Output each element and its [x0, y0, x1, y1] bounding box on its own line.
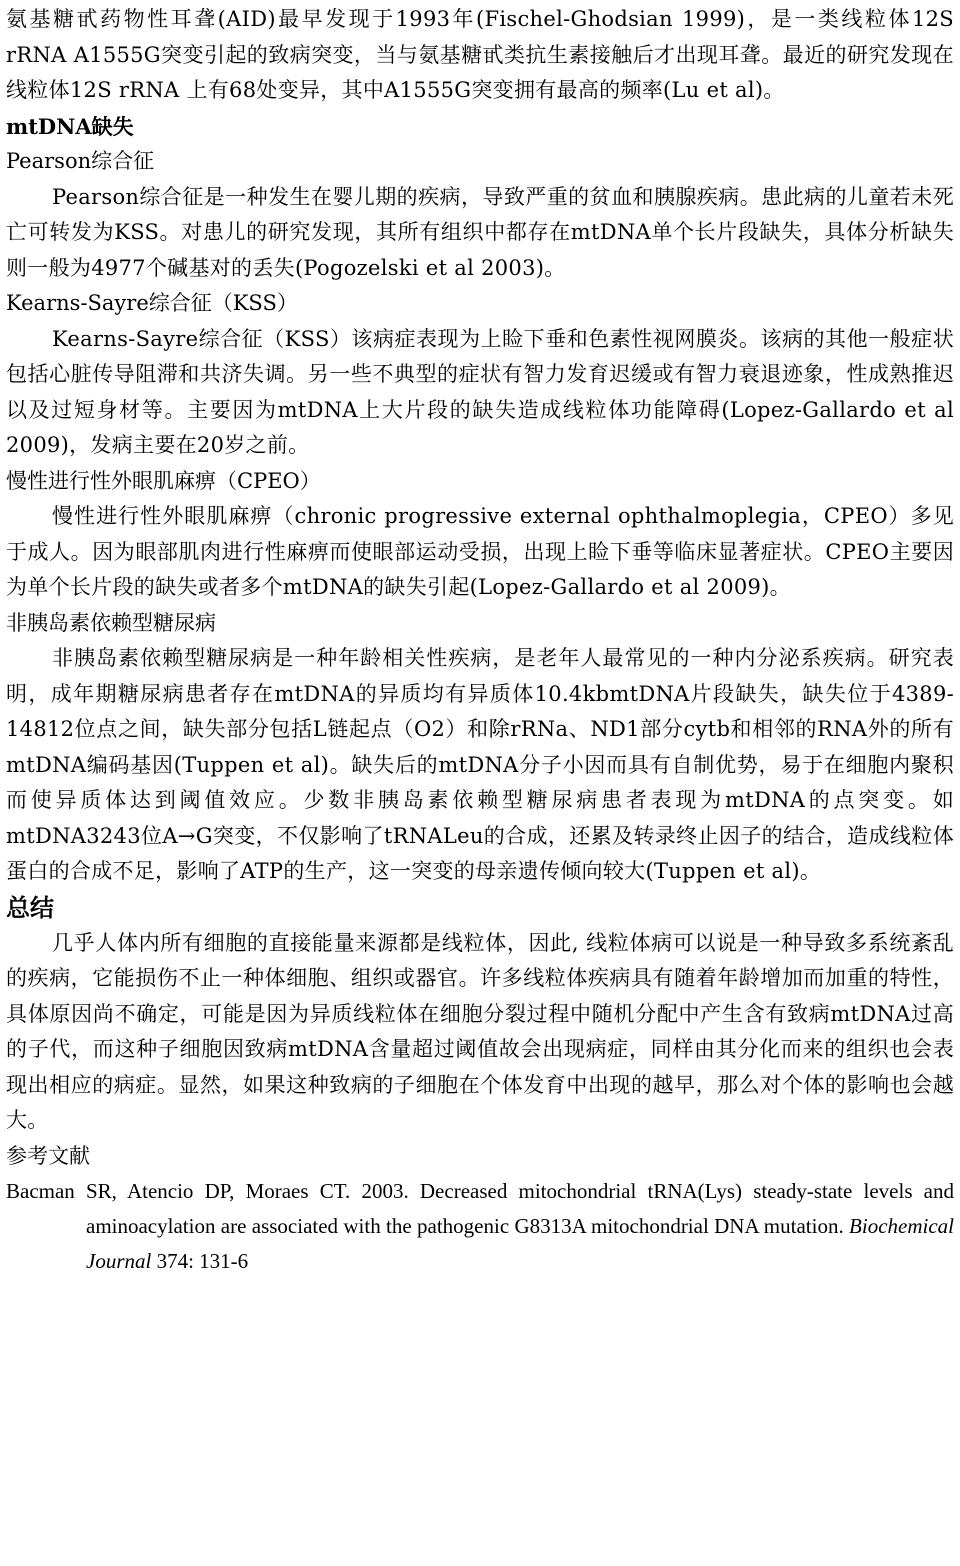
reference-text: Bacman SR, Atencio DP, Moraes CT. 2003. Decreased mitochondrial tRNA(Lys) steady-state levels and aminoacylation are associated with the pathogenic G8313A mitochondrial DNA mutation. — [6, 1179, 954, 1238]
reference-journal: Biochemical Journal — [86, 1214, 955, 1273]
section-title-summary: 总结 — [6, 892, 54, 922]
subsection-heading-cpeo: 慢性进行性外眼肌麻痹（CPEO） — [6, 468, 321, 493]
pearson-paragraph: Pearson综合征是一种发生在婴儿期的疾病，导致严重的贫血和胰腺疾病。患此病的儿童若未死亡可转发为KSS。对患儿的研究发现，其所有组织中都存在mtDNA单个长片段缺失，具体分析缺失则一般为4977个碱基对的丢失(Pogozelski et al 2003)。 — [6, 184, 954, 280]
reference-item — [6, 1174, 954, 1279]
kss-paragraph: Kearns-Sayre综合征（KSS）该病症表现为上睑下垂和色素性视网膜炎。该病的其他一般症状包括心脏传导阻滞和共济失调。另一些不典型的症状有智力发育迟缓或有智力衰退迹象，性成熟推迟以及过短身材等。主要因为mtDNA上大片段的缺失造成线粒体功能障碍(Lopez-Gallardo et al 2009)，发病主要在20岁之前。 — [6, 326, 954, 457]
reference-volume: 374: 131-6 — [156, 1249, 249, 1273]
section-title-mtdna-deletion: mtDNA缺失 — [6, 113, 134, 139]
subsection-heading-niddm: 非胰岛素依赖型糖尿病 — [6, 610, 216, 635]
section-title-references: 参考文献 — [6, 1143, 90, 1168]
cpeo-paragraph: 慢性进行性外眼肌麻痹（chronic progressive external ophthalmoplegia，CPEO）多见于成人。因为眼部肌肉进行性麻痹而使眼部运动受损，出现上睑下垂等临床显著症状。CPEO主要因为单个长片段的缺失或者多个mtDNA的缺失引起(Lopez-Gallardo et al 2009)。 — [6, 504, 954, 599]
subsection-heading-kss: Kearns-Sayre综合征（KSS） — [6, 291, 298, 315]
niddm-paragraph: 非胰岛素依赖型糖尿病是一种年龄相关性疾病，是老年人最常见的一种内分泌系疾病。研究表明，成年期糖尿病患者存在mtDNA的异质均有异质体10.4kbmtDNA片段缺失，缺失位于4389-14812位点之间，缺失部分包括L链起点（O2）和除rRNa、ND1部分cytb和相邻的RNA外的所有mtDNA编码基因(Tuppen et al)。缺失后的mtDNA分子小因而具有自制优势，易于在细胞内聚积而使异质体达到阈值效应。少数非胰岛素依赖型糖尿病患者表现为mtDNA的点突变。如mtDNA3243位A→G突变，不仅影响了tRNALeu的合成，还累及转录终止因子的结合，造成线粒体蛋白的合成不足，影响了ATP的生产，这一突变的母亲遗传倾向较大(Tuppen et al)。 — [6, 646, 954, 883]
intro-paragraph: 氨基糖甙药物性耳聋(AID)最早发现于1993年(Fischel-Ghodsian 1999)，是一类线粒体12S rRNA A1555G突变引起的致病突变，当与氨基糖甙类抗生素接触后才出现耳聋。最近的研究发现在线粒体12S rRNA 上有68处变异，其中A1555G突变拥有最高的频率(Lu et al)。 — [6, 7, 954, 102]
summary-paragraph: 几乎人体内所有细胞的直接能量来源都是线粒体，因此, 线粒体病可以说是一种导致多系统紊乱的疾病，它能损伤不止一种体细胞、组织或器官。许多线粒体疾病具有随着年龄增加而加重的特性，具体原因尚不确定，可能是因为异质线粒体在细胞分裂过程中随机分配中产生含有致病mtDNA过高的子代，而这种子细胞因致病mtDNA含量超过阈值故会出现病症，同样由其分化而来的组织也会表现出相应的病症。显然，如果这种致病的子细胞在个体发育中出现的越早，那么对个体的影响也会越大。 — [6, 930, 954, 1132]
subsection-heading-pearson: Pearson综合征 — [6, 149, 155, 173]
